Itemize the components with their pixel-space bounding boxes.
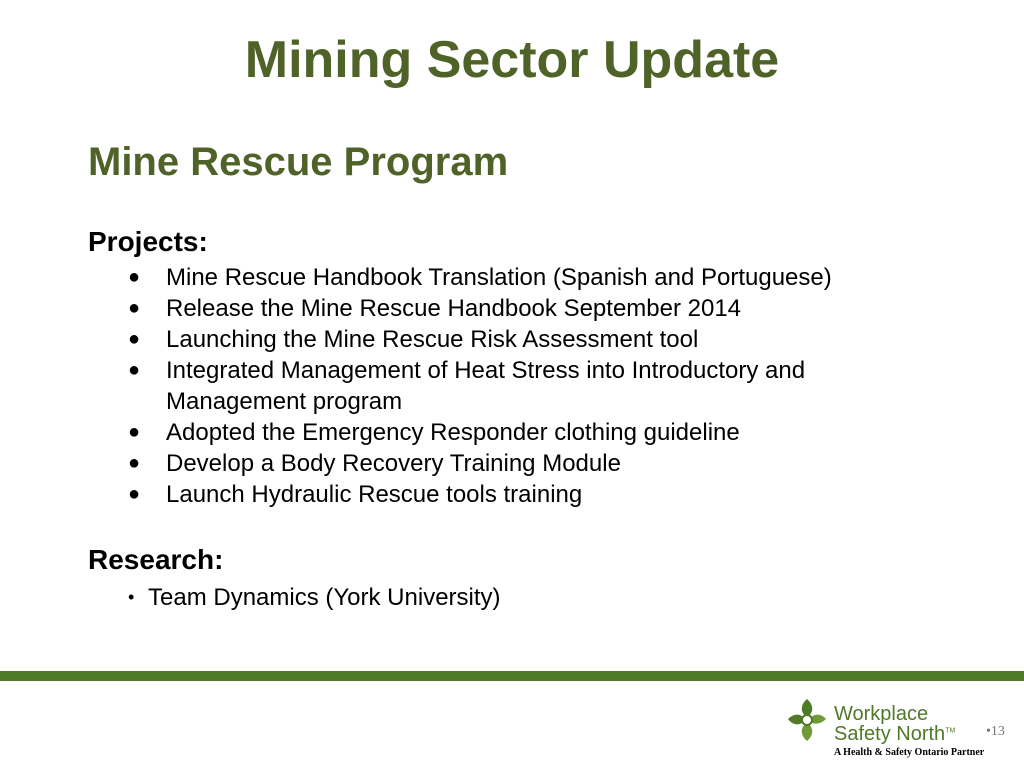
- list-item-text: Launch Hydraulic Rescue tools training: [166, 481, 583, 508]
- list-item-text: Launching the Mine Rescue Risk Assessment tool: [166, 326, 699, 353]
- projects-list: [124, 262, 914, 510]
- section-heading: Mine Rescue Program: [88, 140, 509, 184]
- list-item: [124, 417, 914, 448]
- bullet-icon: ●: [128, 359, 141, 381]
- research-label: Research:: [88, 544, 224, 575]
- footer-divider-bar: [0, 671, 1024, 681]
- bullet-icon: ●: [128, 421, 141, 443]
- list-item: [124, 324, 914, 355]
- list-item: [126, 582, 501, 613]
- list-item: [124, 448, 914, 479]
- list-item-text: Team Dynamics (York University): [148, 584, 501, 611]
- list-item: [124, 262, 914, 293]
- list-item-text: Integrated Management of Heat Stress into Introductory and Management program: [166, 357, 806, 415]
- list-item-text: Develop a Body Recovery Training Module: [166, 450, 621, 477]
- logo-line2: [834, 723, 955, 746]
- list-item-text: Adopted the Emergency Responder clothing guideline: [166, 419, 740, 446]
- list-item-text: Release the Mine Rescue Handbook September 2014: [166, 295, 742, 322]
- bullet-icon: ●: [128, 266, 141, 288]
- bullet-icon: •: [128, 587, 135, 607]
- list-item: [124, 355, 914, 417]
- list-item-text: Mine Rescue Handbook Translation (Spanish and Portuguese): [166, 264, 832, 291]
- logo-line2-text: Safety North: [834, 723, 946, 745]
- bullet-icon: ●: [128, 297, 141, 319]
- research-list: [126, 582, 501, 613]
- slide-title: Mining Sector Update: [244, 31, 780, 89]
- bullet-icon: ●: [128, 328, 141, 350]
- logo-trademark: TM: [945, 727, 956, 735]
- workplace-safety-north-logo: [782, 693, 992, 763]
- logo-line1: Workplace: [834, 703, 929, 725]
- bullet-icon: ●: [128, 483, 141, 505]
- list-item: [124, 293, 914, 324]
- projects-label: Projects:: [88, 226, 208, 257]
- logo-mark-icon: [782, 695, 832, 745]
- list-item: [124, 479, 914, 510]
- page-number: •13: [986, 724, 1005, 739]
- logo-tagline: A Health & Safety Ontario Partner: [834, 747, 985, 758]
- bullet-icon: ●: [128, 452, 141, 474]
